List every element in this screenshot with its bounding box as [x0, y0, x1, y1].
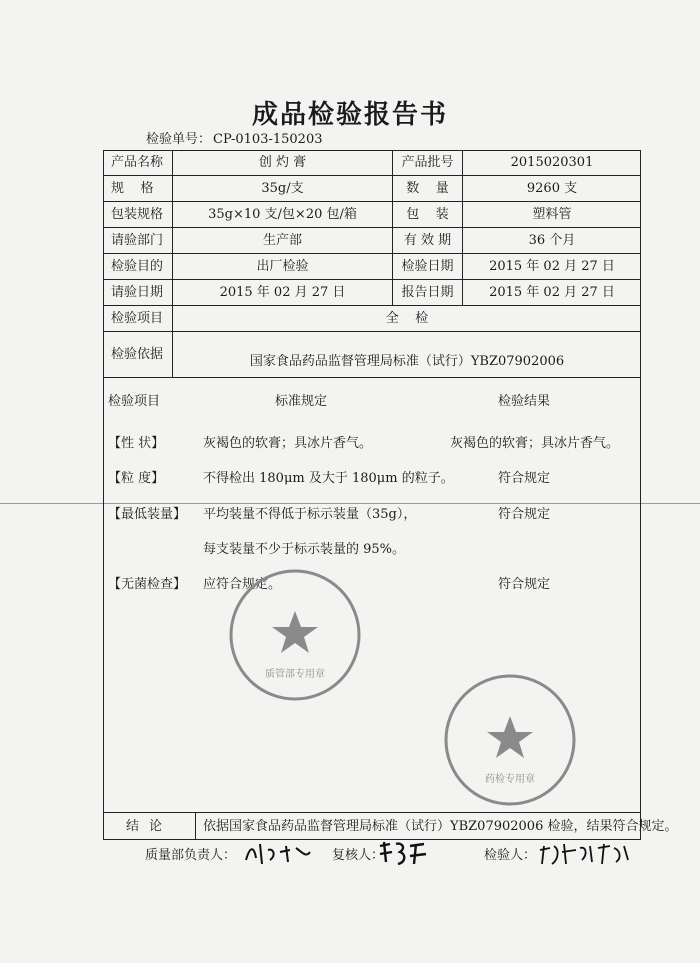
quality-head-signature — [240, 838, 320, 868]
reviewer-signature — [376, 838, 436, 868]
basis-row — [103, 332, 641, 378]
items-header-result: 检验结果 — [498, 394, 551, 409]
info-label: 包 装 — [393, 202, 463, 227]
item-standard: 不得检出 180μm 及大于 180μm 的粒子。 — [203, 471, 454, 486]
info-label: 数 量 — [393, 176, 463, 201]
project-row — [103, 306, 641, 332]
item-label: 【性 状】 — [108, 436, 165, 451]
item-label: 【粒 度】 — [108, 471, 165, 486]
items-header-standard: 标准规定 — [275, 394, 328, 409]
item-standard: 灰褐色的软膏；具冰片香气。 — [203, 436, 373, 451]
info-label: 规 格 — [103, 176, 173, 201]
info-row — [103, 150, 641, 176]
info-label: 请验部门 — [103, 228, 173, 253]
svg-text:药检专用章: 药检专用章 — [485, 774, 535, 785]
item-result: 灰褐色的软膏；具冰片香气。 — [450, 436, 620, 451]
conclusion-text: 依据国家食品药品监督管理局标准（试行）YBZ07902006 检验，结果符合规定。 — [203, 819, 678, 834]
reviewer-label: 复核人： — [332, 848, 385, 863]
page-title: 成品检验报告书 — [251, 100, 448, 130]
info-label: 有 效 期 — [393, 228, 463, 253]
svg-text:质管部专用章: 质管部专用章 — [265, 669, 325, 680]
info-row — [103, 202, 641, 228]
inspector-signature — [536, 838, 636, 868]
info-label: 检验目的 — [103, 254, 173, 279]
info-row — [103, 280, 641, 306]
info-label: 产品名称 — [103, 150, 173, 175]
info-label: 检验日期 — [393, 254, 463, 279]
info-label: 报告日期 — [393, 280, 463, 305]
conclusion-row — [103, 812, 678, 840]
item-standard: 平均装量不得低于标示装量（35g）， — [203, 507, 417, 522]
document-number-value: CP-0103-150203 — [213, 132, 323, 147]
info-value: 出厂检验 — [173, 254, 393, 279]
info-row — [103, 176, 641, 202]
item-standard: 每支装量不少于标示装量的 95%。 — [203, 542, 406, 557]
info-value: 2015 年 02 月 27 日 — [489, 285, 615, 300]
info-value: 2015 年 02 月 27 日 — [489, 259, 615, 274]
document-number-label: 检验单号： — [146, 132, 212, 147]
info-value: 生产部 — [173, 228, 393, 253]
item-label: 【无菌检查】 — [108, 577, 187, 592]
info-value: 35g/支 — [173, 176, 393, 201]
info-value: 塑料管 — [532, 207, 572, 222]
info-row — [103, 228, 641, 254]
item-result: 符合规定 — [498, 577, 551, 592]
item-result: 符合规定 — [498, 471, 551, 486]
items-header-item: 检验项目 — [108, 394, 161, 409]
info-value: 2015020301 — [510, 155, 594, 170]
item-standard: 应符合规定。 — [203, 577, 282, 592]
info-value: 36 个月 — [528, 233, 576, 248]
item-result: 符合规定 — [498, 507, 551, 522]
inspection-seal — [440, 670, 580, 810]
item-label: 【最低装量】 — [108, 507, 187, 522]
inspector-label: 检验人： — [484, 848, 537, 863]
info-row — [103, 254, 641, 280]
info-label: 包装规格 — [103, 202, 173, 227]
project-value: 全 检 — [385, 311, 429, 326]
basis-value: 国家食品药品监督管理局标准（试行）YBZ07902006 — [249, 354, 565, 369]
quality-dept-seal — [225, 565, 365, 705]
info-label: 产品批号 — [393, 150, 463, 175]
project-label: 检验项目 — [103, 306, 173, 331]
info-label: 请验日期 — [103, 280, 173, 305]
basis-label: 检验依据 — [103, 332, 173, 377]
info-value: 创 灼 膏 — [173, 150, 393, 175]
quality-head-label: 质量部负责人： — [145, 848, 237, 863]
conclusion-label: 结论 — [103, 813, 196, 840]
document-number — [146, 128, 325, 147]
info-value: 2015 年 02 月 27 日 — [173, 280, 393, 305]
info-value: 35g×10 支/包×20 包/箱 — [173, 202, 393, 227]
info-value: 9260 支 — [526, 181, 578, 196]
